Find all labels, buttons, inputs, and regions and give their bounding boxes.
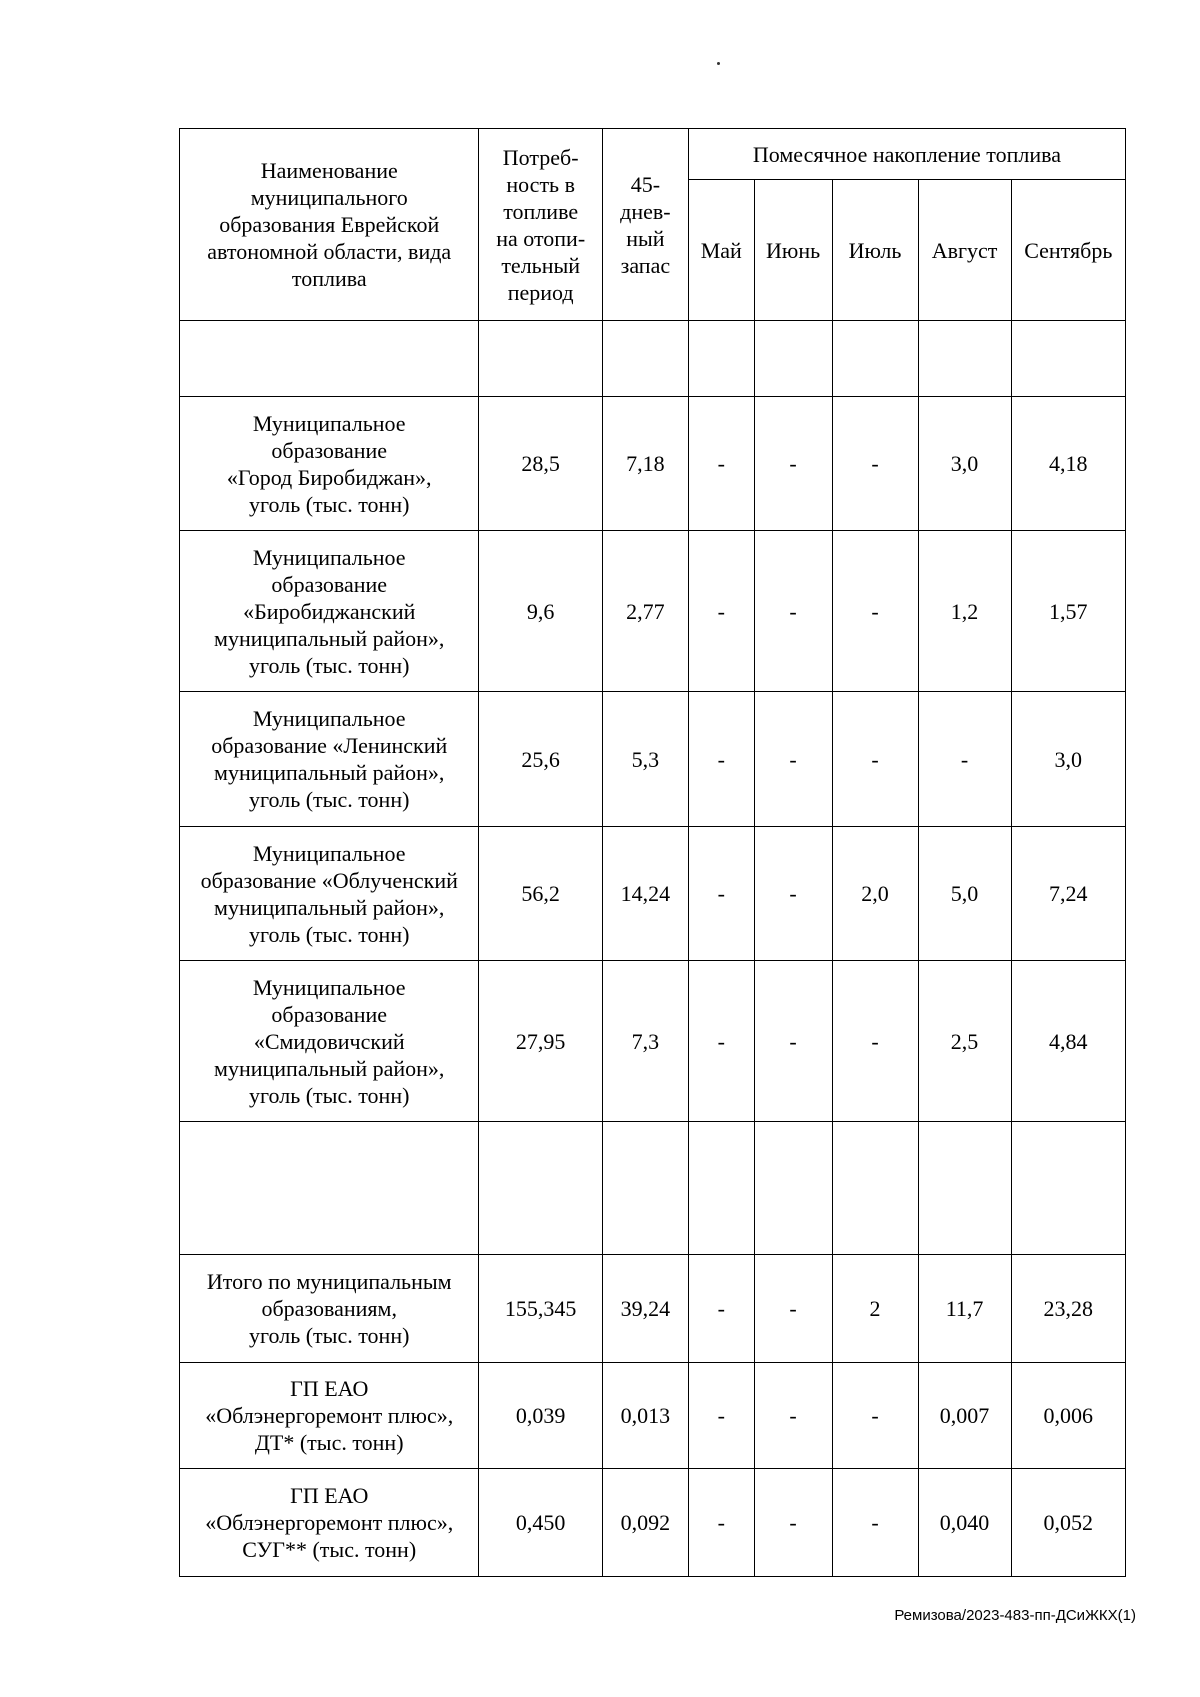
row-august: 1,2 — [918, 531, 1011, 692]
row-name: ГП ЕАО «Облэнергоремонт плюс», ДТ* (тыс. тонн) — [180, 1363, 479, 1469]
row-july: - — [832, 961, 918, 1122]
row-need: 56,2 — [479, 827, 602, 961]
scan-speck — [717, 62, 720, 65]
row-need: 155,345 — [479, 1255, 602, 1363]
row-august: 3,0 — [918, 397, 1011, 531]
table-row — [180, 397, 1126, 531]
header-monthly-group: Помесячное накопление топлива — [688, 129, 1125, 180]
row-reserve: 5,3 — [602, 692, 688, 827]
row-september: 4,18 — [1011, 397, 1125, 531]
empty-row — [180, 1122, 1126, 1255]
header-month-september: Сентябрь — [1011, 180, 1125, 321]
table-row-total — [180, 1255, 1126, 1363]
row-september: 7,24 — [1011, 827, 1125, 961]
row-name: Муниципальное образование «Биробиджанский муниципальный район», уголь (тыс. тонн) — [180, 531, 479, 692]
document-reference-footer: Ремизова/2023-483-пп-ДСиЖКХ(1) — [894, 1607, 1136, 1624]
row-june: - — [754, 531, 832, 692]
row-may: - — [688, 1469, 754, 1577]
row-july: 2,0 — [832, 827, 918, 961]
header-month-june: Июнь — [754, 180, 832, 321]
row-reserve: 39,24 — [602, 1255, 688, 1363]
row-july: - — [832, 1469, 918, 1577]
row-need: 27,95 — [479, 961, 602, 1122]
row-may: - — [688, 1255, 754, 1363]
row-reserve: 0,013 — [602, 1363, 688, 1469]
row-need: 0,450 — [479, 1469, 602, 1577]
row-reserve: 2,77 — [602, 531, 688, 692]
row-reserve: 7,18 — [602, 397, 688, 531]
header-row-top — [180, 129, 1126, 180]
row-august: 2,5 — [918, 961, 1011, 1122]
row-name: Муниципальное образование «Ленинский муниципальный район», уголь (тыс. тонн) — [180, 692, 479, 827]
row-june: - — [754, 1469, 832, 1577]
header-month-may: Май — [688, 180, 754, 321]
row-september: 0,052 — [1011, 1469, 1125, 1577]
row-reserve: 14,24 — [602, 827, 688, 961]
row-august: 11,7 — [918, 1255, 1011, 1363]
row-june: - — [754, 397, 832, 531]
row-name: Муниципальное образование «Город Биробиджан», уголь (тыс. тонн) — [180, 397, 479, 531]
header-reserve: 45- днев- ный запас — [602, 129, 688, 321]
row-need: 28,5 — [479, 397, 602, 531]
row-name: ГП ЕАО «Облэнергоремонт плюс», СУГ** (тыс. тонн) — [180, 1469, 479, 1577]
row-august: 0,007 — [918, 1363, 1011, 1469]
row-name: Муниципальное образование «Смидовичский муниципальный район», уголь (тыс. тонн) — [180, 961, 479, 1122]
row-june: - — [754, 1255, 832, 1363]
row-may: - — [688, 827, 754, 961]
table-row — [180, 827, 1126, 961]
row-june: - — [754, 961, 832, 1122]
row-july: - — [832, 692, 918, 827]
row-september: 3,0 — [1011, 692, 1125, 827]
row-may: - — [688, 961, 754, 1122]
row-may: - — [688, 1363, 754, 1469]
header-name: Наименование муниципального образования Еврейской автономной области, вида топлива — [180, 129, 479, 321]
empty-row — [180, 321, 1126, 397]
header-month-july: Июль — [832, 180, 918, 321]
row-need: 25,6 — [479, 692, 602, 827]
table-row — [180, 692, 1126, 827]
row-reserve: 0,092 — [602, 1469, 688, 1577]
row-july: 2 — [832, 1255, 918, 1363]
header-need: Потреб- ность в топливе на отопи- тельный период — [479, 129, 602, 321]
row-name: Итого по муниципальным образованиям, уголь (тыс. тонн) — [180, 1255, 479, 1363]
row-name: Муниципальное образование «Облученский муниципальный район», уголь (тыс. тонн) — [180, 827, 479, 961]
row-september: 0,006 — [1011, 1363, 1125, 1469]
table-row — [180, 1469, 1126, 1577]
row-need: 0,039 — [479, 1363, 602, 1469]
row-july: - — [832, 1363, 918, 1469]
row-july: - — [832, 531, 918, 692]
row-august: 5,0 — [918, 827, 1011, 961]
row-june: - — [754, 827, 832, 961]
row-june: - — [754, 692, 832, 827]
fuel-accumulation-table — [179, 128, 1126, 1577]
row-may: - — [688, 531, 754, 692]
row-july: - — [832, 397, 918, 531]
table-row — [180, 1363, 1126, 1469]
row-september: 1,57 — [1011, 531, 1125, 692]
row-may: - — [688, 692, 754, 827]
row-september: 4,84 — [1011, 961, 1125, 1122]
table-row — [180, 961, 1126, 1122]
row-need: 9,6 — [479, 531, 602, 692]
header-month-august: Август — [918, 180, 1011, 321]
row-august: 0,040 — [918, 1469, 1011, 1577]
row-september: 23,28 — [1011, 1255, 1125, 1363]
row-august: - — [918, 692, 1011, 827]
row-reserve: 7,3 — [602, 961, 688, 1122]
row-may: - — [688, 397, 754, 531]
row-june: - — [754, 1363, 832, 1469]
table-row — [180, 531, 1126, 692]
